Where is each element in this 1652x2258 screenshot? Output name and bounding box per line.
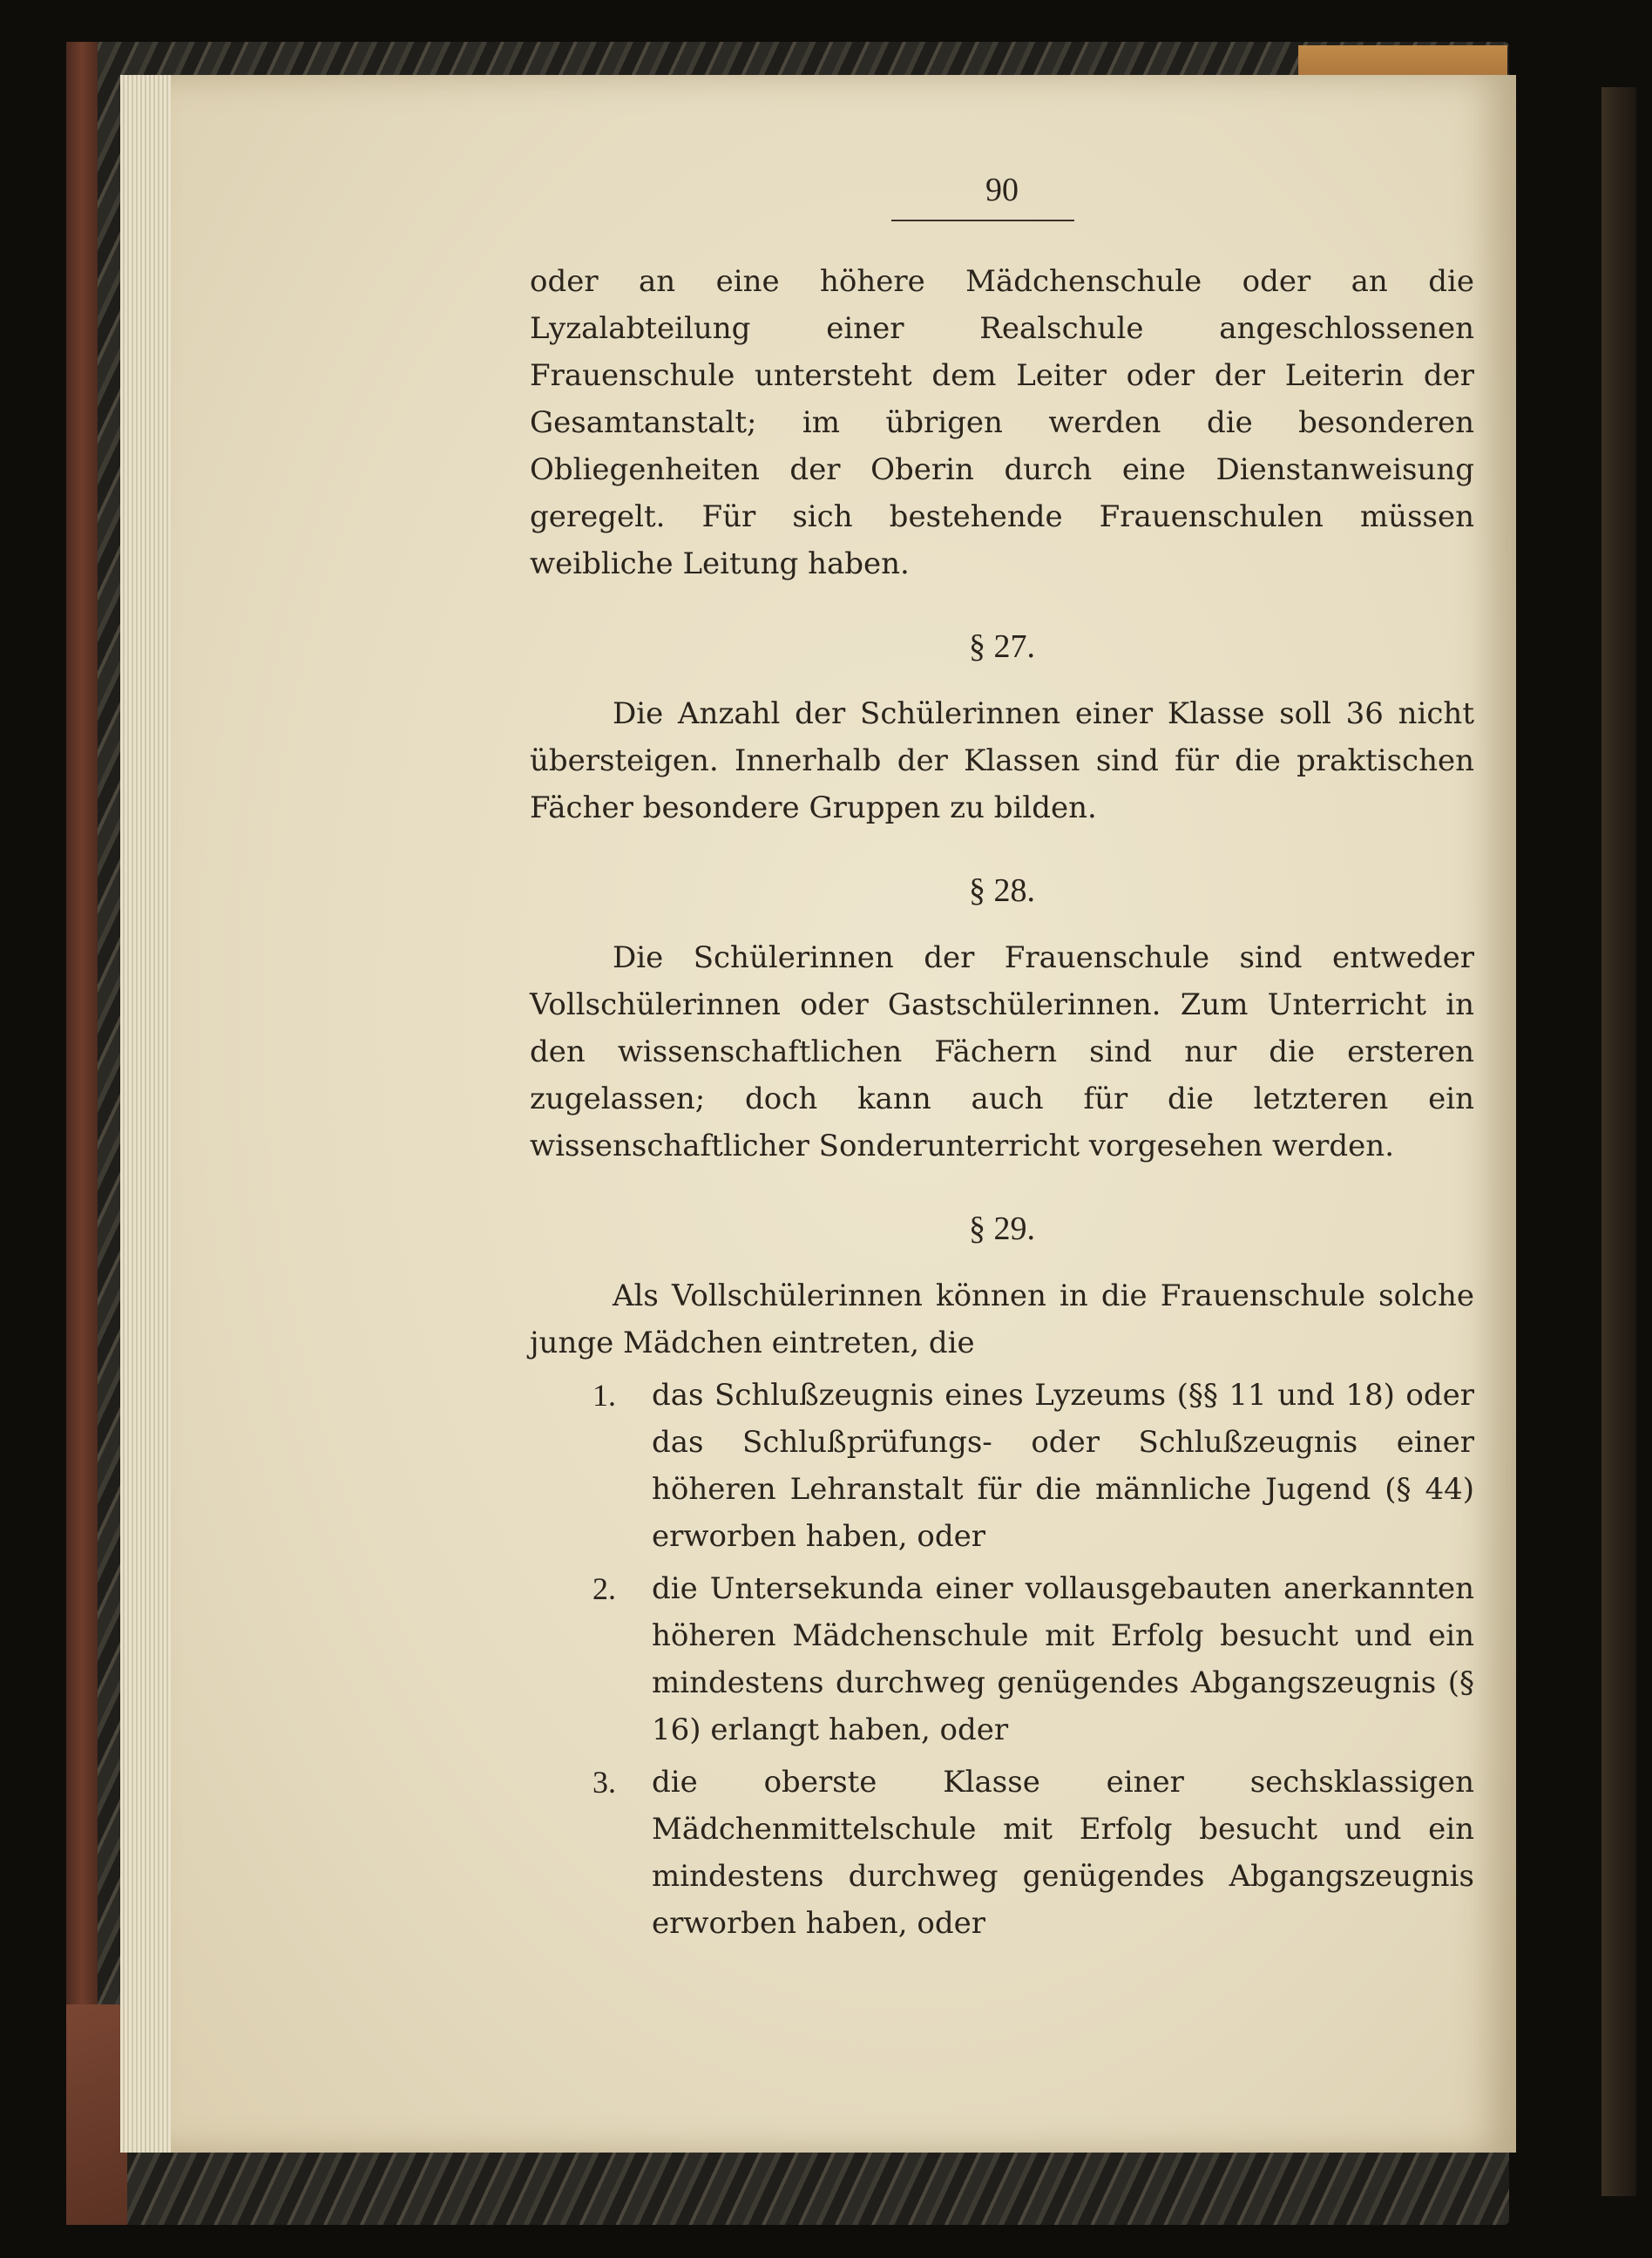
- list-item-text: das Schlußzeugnis eines Lyzeums (§§ 11 und 18) oder das Schlußprüfungs- oder Schlußzeugnis einer höheren Lehranstalt für die männliche Jugend (§ 44) erworben haben, oder: [652, 1378, 1474, 1554]
- page-number: 90: [985, 172, 1019, 208]
- intro-paragraph: oder an eine höhere Mädchenschule oder an die Lyzalabteilung einer Realschule angeschlossenen Frauenschule untersteht dem Leiter oder der Leiterin der Gesamtanstalt; im übrigen werden die besonderen Obliegenheiten der Oberin durch eine Dienstanweisung geregelt. Für sich bestehende Frauenschulen müssen weibliche Leitung haben.: [530, 264, 1474, 581]
- list-item-number: 2.: [592, 1571, 616, 1606]
- leather-bottom-corner: [66, 2004, 127, 2225]
- section-text-28: Die Schülerinnen der Frauenschule sind entweder Vollschülerinnen oder Gastschülerinnen. Zum Unterricht in den wissenschaftlichen Fächern sind nur die ersteren zugelassen; doch kann auch für die letzteren ein wissenschaftlicher Sonderunterricht vorgesehen werden.: [530, 940, 1474, 1163]
- section-text-29: Als Vollschülerinnen können in die Frauenschule solche junge Mädchen eintreten, die: [530, 1278, 1474, 1360]
- admission-conditions-list: [530, 1372, 1474, 1947]
- list-item: [530, 1372, 1474, 1560]
- section-text-27: Die Anzahl der Schülerinnen einer Klasse soll 36 nicht übersteigen. Innerhalb der Klassen sind für die praktischen Fächer besondere Gruppen zu bilden.: [530, 696, 1474, 825]
- leather-spine-corner: [66, 42, 98, 2225]
- header-rule: [891, 220, 1074, 221]
- list-item-text: die oberste Klasse einer sechsklassigen Mädchenmittelschule mit Erfolg besucht und ein mindestens durchweg genügendes Abgangszeugnis erworben haben, oder: [652, 1765, 1474, 1941]
- list-item: [530, 1759, 1474, 1947]
- section-heading-27: § 27.: [969, 628, 1035, 665]
- section-heading-28: § 28.: [969, 872, 1035, 909]
- list-item-text: die Untersekunda einer vollausgebauten anerkannten höheren Mädchenschule mit Erfolg besucht und ein mindestens durchweg genügendes Abgangszeugnis (§ 16) erlangt haben, oder: [652, 1571, 1474, 1747]
- list-item-number: 3.: [592, 1765, 616, 1800]
- list-item-number: 1.: [592, 1378, 616, 1413]
- page-text-block: [530, 171, 1474, 1952]
- list-item: [530, 1565, 1474, 1753]
- binding-gutter: [1601, 87, 1636, 2196]
- section-heading-29: § 29.: [969, 1210, 1035, 1247]
